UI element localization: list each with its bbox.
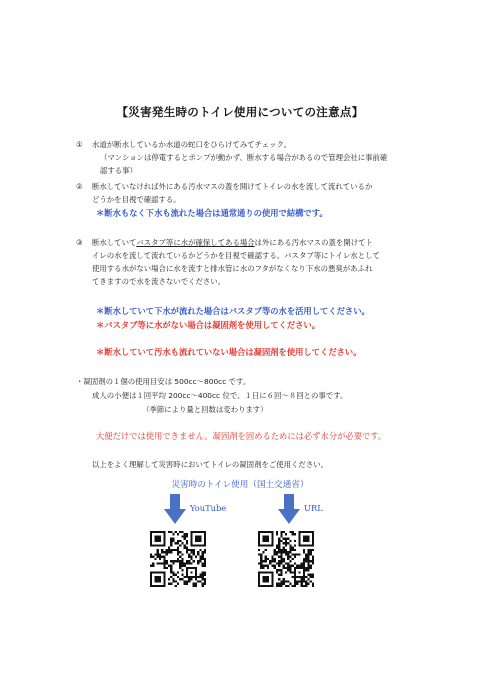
- usage-line-2: 成人の小便は１回平均 200cc〜400cc 位で、１日に６回〜８回との事です。: [92, 391, 348, 400]
- arrow-down-icon: [164, 494, 186, 524]
- item-3-line-3: 使用する水がない場合に水を流すと排水管に水のフタがなくなり下水の悪臭があふれ: [92, 264, 373, 273]
- item-3-underlined-text: バスタブ等に水が確保してある場合: [136, 238, 255, 247]
- item-3-line-1: [92, 237, 373, 248]
- youtube-qr-code[interactable]: [150, 531, 206, 587]
- page-title: 【災害発生時のトイレ使用についての注意点】: [116, 105, 364, 119]
- item-3-marker: ③: [76, 238, 83, 247]
- item-3-line-1-end: は外にある汚水マスの蓋を開けてト: [254, 238, 373, 247]
- item-2-marker: ②: [76, 182, 83, 191]
- item-3-line-2: イレの水を流して流れているかどうかを目視で確認する。バスタブ等にトイレ水として: [92, 251, 380, 260]
- item-1-line-2: （マンションは停電するとポンプが動かず、断水する場合があるので管理会社に事前確: [100, 153, 388, 162]
- item-1-line-1: 水道が断水しているか水道の蛇口をひらけてみてチェック。: [92, 140, 292, 149]
- warning-text: 大便だけでは使用できません。凝固剤を固めるためには必ず水分が必要です。: [96, 431, 387, 441]
- url-qr-code[interactable]: [258, 531, 314, 587]
- arrow-down-icon: [278, 494, 300, 524]
- item-2-line-2: どうかを目視で確認する。: [92, 195, 181, 204]
- item-1-line-3: 認する事）: [100, 166, 137, 175]
- item-2-note: ＊断水もなく下水も流れた場合は通常通りの使用で結構です。: [96, 208, 328, 218]
- item-1-marker: ①: [76, 140, 83, 149]
- url-label: URL: [304, 503, 323, 513]
- qr-section-title: 災害時のトイレ使用（国土交通省）: [171, 480, 309, 490]
- blue-note: ＊断水していて下水が流れた場合はバスタブ等の水を活用してください。: [96, 306, 370, 316]
- red-note-1: ＊バスタブ等に水がない場合は凝固剤を使用してください。: [96, 320, 321, 330]
- red-note-2: ＊断水していて汚水も流れていない場合は凝固剤を使用してください。: [96, 347, 362, 357]
- usage-line-1: ・凝固剤の１個の使用目安は 500cc〜800cc です。: [76, 377, 251, 386]
- item-3-line-4: てきますので水を流さないでください。: [92, 277, 226, 286]
- item-2-line-1: 断水していなければ外にある汚水マスの蓋を開けてトイレの水を流して流れているか: [92, 182, 373, 191]
- youtube-label: YouTube: [190, 503, 227, 513]
- usage-line-3: （季節により量と回数は変わります）: [142, 405, 268, 414]
- item-3-line-1-start: 断水していて: [92, 238, 137, 247]
- closing-text: 以上をよく理解して災害時においてトイレの凝固剤をご使用ください。: [92, 460, 328, 469]
